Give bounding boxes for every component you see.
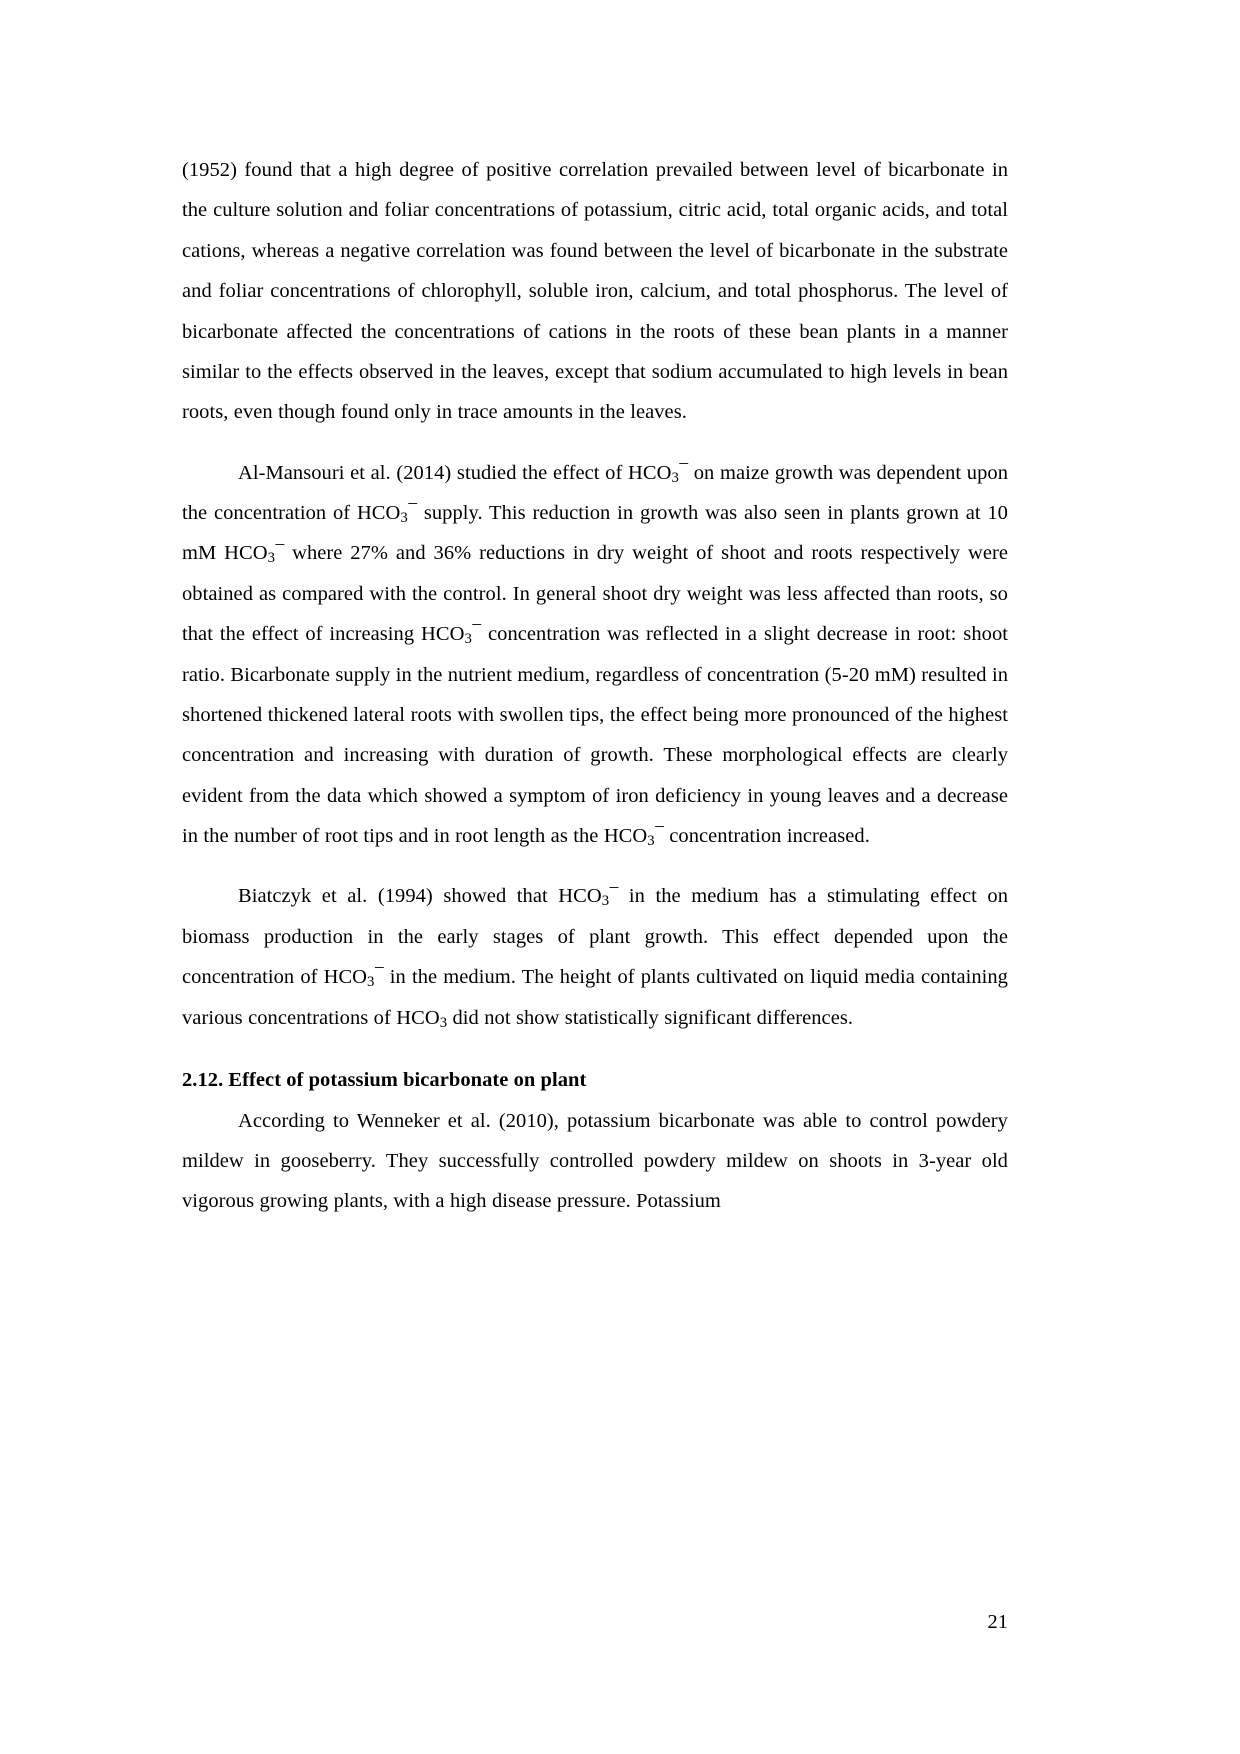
chemical-formula-bicarbonate: $HCO_3^-$: [323, 956, 384, 991]
formula-charge: –: [679, 451, 689, 472]
chemical-formula-bicarbonate: $HCO_3^-$: [603, 815, 664, 850]
paragraph-biatczyk-1994: Biatczyk et al. (1994) showed that $HCO_3^-$ in the medium has a stimulating effect on biomass production in the early stages of plant growth. This effect depended upon the concentration of $HCO_3^-$ in the medium. The height of plants cultivated on liquid media containing various concentrations of $HCO_3$ did not show statistically significant differences.: [182, 875, 1008, 1031]
chemical-formula-bicarbonate: $HCO_3^-$: [356, 492, 418, 527]
paragraph-al-mansouri-2014: Al-Mansouri et al. (2014) studied the effect of $HCO_3^-$ on maize growth was dependent upon the concentration of $HCO_3^-$ supply. This reduction in growth was also seen in plants grown at 10 mM $HCO_3^-$ where 27% and 36% reductions in dry weight of shoot and roots respectively were obtained as compared with the control. In general shoot dry weight was less affected than roots, so that the effect of increasing $HCO_3^-$ concentration was reflected in a slight decrease in root: shoot ratio. Bicarbonate supply in the nutrient medium, regardless of concentration (5-20 mM) resulted in shortened thickened lateral roots with swollen tips, the effect being more pronounced of the highest concentration and increasing with duration of growth. These morphological effects are clearly evident from the data which showed a symptom of iron deficiency in young leaves and a decrease in the number of root tips and in root length as the $HCO_3^-$ concentration increased.: [182, 451, 1008, 850]
page-number: 21: [987, 1610, 1008, 1633]
paragraph-kidder-continued: (1952) found that a high degree of positive correlation prevailed between level of bicarbonate in the culture solution and foliar concentrations of potassium, citric acid, total organic acids, and total cations, whereas a negative correlation was found between the level of bicarbonate in the substrate and foliar concentrations of chlorophyll, soluble iron, calcium, and total phosphorus. The level of bicarbonate affected the concentrations of cations in the roots of these bean plants in a manner similar to the effects observed in the leaves, except that sodium accumulated to high levels in bean roots, even though found only in trace amounts in the leaves.: [182, 159, 1008, 424]
formula-charge: –: [609, 875, 619, 896]
formula-subscript: 3: [464, 631, 472, 648]
formula-subscript: 3: [671, 469, 679, 486]
formula-charge: –: [275, 532, 285, 553]
chemical-formula-bicarbonate: $HCO_3$: [396, 1006, 448, 1031]
chemical-formula-bicarbonate: $HCO_3^-$: [421, 613, 482, 648]
formula-subscript: 3: [439, 1014, 448, 1031]
formula-subscript: 3: [601, 893, 610, 910]
formula-charge: –: [408, 492, 418, 513]
formula-charge: –: [655, 815, 664, 836]
chemical-formula-bicarbonate: $HCO_3^-$: [224, 532, 285, 567]
chemical-formula-bicarbonate: $HCO_3^-$: [628, 451, 689, 486]
chemical-formula-bicarbonate: $HCO_3^-$: [558, 875, 619, 910]
paragraph-wenneker-2010: According to Wenneker et al. (2010), potassium bicarbonate was able to control powdery mildew in gooseberry. They successfully controlled powdery mildew on shoots in 3-year old vigorous growing plants, with a high disease pressure. Potassium: [182, 1109, 1008, 1213]
page-body: [182, 150, 1008, 1222]
formula-subscript: 3: [647, 833, 655, 850]
formula-charge: –: [374, 956, 384, 977]
formula-subscript: 3: [267, 550, 276, 567]
section-heading-2-12: 2.12. Effect of potassium bicarbonate on plant: [182, 1068, 587, 1091]
formula-charge: –: [472, 613, 482, 634]
formula-subscript: 3: [367, 974, 375, 991]
formula-subscript: 3: [400, 510, 408, 527]
